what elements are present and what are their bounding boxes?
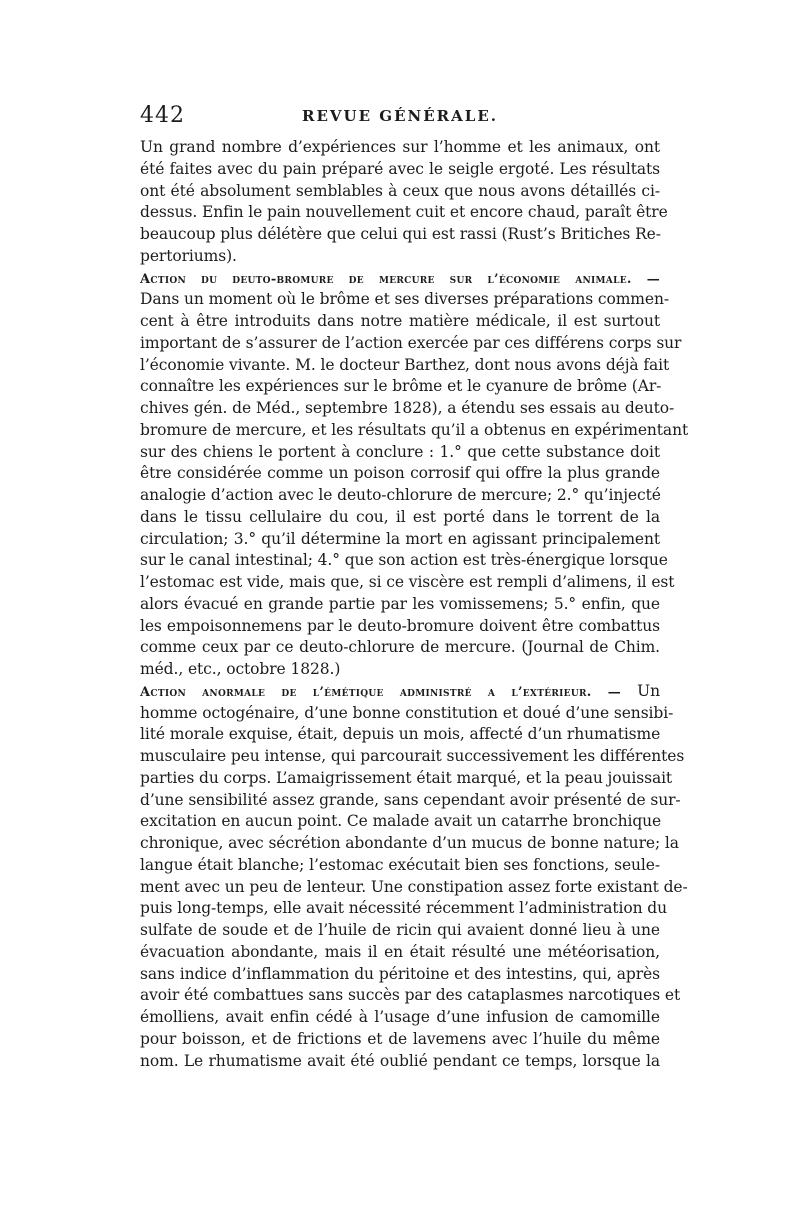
text-line: bromure de mercure, et les résultats qu’il a obtenus en expérimentant <box>140 420 689 439</box>
section-deuto-bromure <box>140 268 689 681</box>
text-line: puis long-temps, elle avait nécessité récemment l’administration du <box>140 899 667 918</box>
text-line: être considérée comme un poison corrosif qui offre la plus grande <box>140 464 660 483</box>
text-line: nom. Le rhumatisme avait été oublié pendant ce temps, lorsque la <box>140 1051 660 1070</box>
text-line: alors évacué en grande partie par les vomissemens; 5.° enfin, que <box>140 594 660 613</box>
text-line: ment avec un peu de lenteur. Une constipation assez forte existant de- <box>140 877 688 896</box>
section-heading <box>140 268 660 290</box>
page-number: 442 <box>140 103 185 128</box>
page-header <box>140 103 660 133</box>
section-heading <box>140 681 660 703</box>
text-line: sur le canal intestinal; 4.° que son action est très-énergique lorsque <box>140 551 668 570</box>
text-line: méd., etc., octobre 1828.) <box>140 660 341 678</box>
text-line: les empoisonnemens par le deuto-bromure doivent être combattus <box>140 616 660 635</box>
text-line: sulfate de soude et de l’huile de ricin qui avaient donné lieu à une <box>140 921 660 939</box>
text-line: Dans un moment où le brôme et ses diverses préparations commen- <box>140 290 669 309</box>
text-line: circulation; 3.° qu’il détermine la mort en agissant principalement <box>140 529 660 548</box>
running-title: REVUE GÉNÉRALE. <box>302 107 498 125</box>
text-line: été faites avec du pain préparé avec le seigle ergoté. Les résultats <box>140 159 660 178</box>
text-line: émolliens, avait enfin cédé à l’usage d’une infusion de camomille <box>140 1008 660 1026</box>
text-line: analogie d’action avec le deuto-chlorure de mercure; 2.° qu’injecté <box>140 486 661 504</box>
text-line: connaître les expériences sur le brôme et le cyanure de brôme (Ar- <box>140 377 662 396</box>
book-page <box>140 103 689 1072</box>
text-line: pertoriums). <box>140 246 237 265</box>
text-line: sans indice d’inflammation du péritoine et des intestins, qui, après <box>140 964 660 983</box>
text-line: comme ceux par ce deuto-chlorure de mercure. (Journal de Chim. <box>140 638 660 657</box>
text-line: l’économie vivante. M. le docteur Barthez, dont nous avons déjà fait <box>140 355 670 374</box>
text-line: chronique, avec sécrétion abondante d’un mucus de bonne nature; la <box>140 834 679 852</box>
section-heading-text: Action anormale de l’émétique administré a l’extérieur. — <box>140 684 622 700</box>
text-line: parties du corps. L’amaigrissement était marqué, et la peau jouissait <box>140 768 673 787</box>
text-line: musculaire peu intense, qui parcourait successivement les différentes <box>140 747 685 765</box>
text-line: langue était blanche; l’estomac exécutait bien ses fonctions, seule- <box>140 855 660 874</box>
text-line: sur des chiens le portent à conclure : 1.° que cette substance doit <box>140 442 660 461</box>
text-line: pour boisson, et de frictions et de lavemens avec l’huile du même <box>140 1029 660 1048</box>
text-line: ont été absolument semblables à ceux que nous avons détaillés ci- <box>140 181 660 200</box>
text-line: important de s’assurer de l’action exercée par ces différens corps sur <box>140 333 682 352</box>
text-line: évacuation abondante, mais il en était résulté une météorisation, <box>140 942 660 961</box>
text-line: avoir été combattues sans succès par des cataplasmes narcotiques et <box>140 986 681 1005</box>
text-line: beaucoup plus délétère que celui qui est rassi (Rust’s Britiches Re- <box>140 225 661 243</box>
text-line: lité morale exquise, était, depuis un mois, affecté d’un rhumatisme <box>140 725 661 744</box>
section-emetique <box>140 681 688 1073</box>
section-heading-text: Action du deuto-bromure de mercure sur l’économie animale. — <box>140 271 660 287</box>
text-line: Un grand nombre d’expériences sur l’homme et les animaux, ont <box>140 138 660 156</box>
text-line: d’une sensibilité assez grande, sans cependant avoir présenté de sur- <box>140 790 681 809</box>
section-heading-tail: Un <box>637 681 661 700</box>
text-line: chives gén. de Méd., septembre 1828), a étendu ses essais au deuto- <box>140 399 675 417</box>
text-line: excitation en aucun point. Ce malade avait un catarrhe bronchique <box>140 812 662 831</box>
text-line: l’estomac est vide, mais que, si ce viscère est rempli d’alimens, il est <box>140 573 675 591</box>
text-line: homme octogénaire, d’une bonne constitution et doué d’une sensibi- <box>140 703 674 722</box>
text-line: dans le tissu cellulaire du cou, il est porté dans le torrent de la <box>140 507 660 526</box>
text-line: cent à être introduits dans notre matière médicale, il est surtout <box>140 312 660 330</box>
paragraph-rye-bread <box>140 137 668 268</box>
text-line: dessus. Enfin le pain nouvellement cuit et encore chaud, paraît être <box>140 203 668 222</box>
